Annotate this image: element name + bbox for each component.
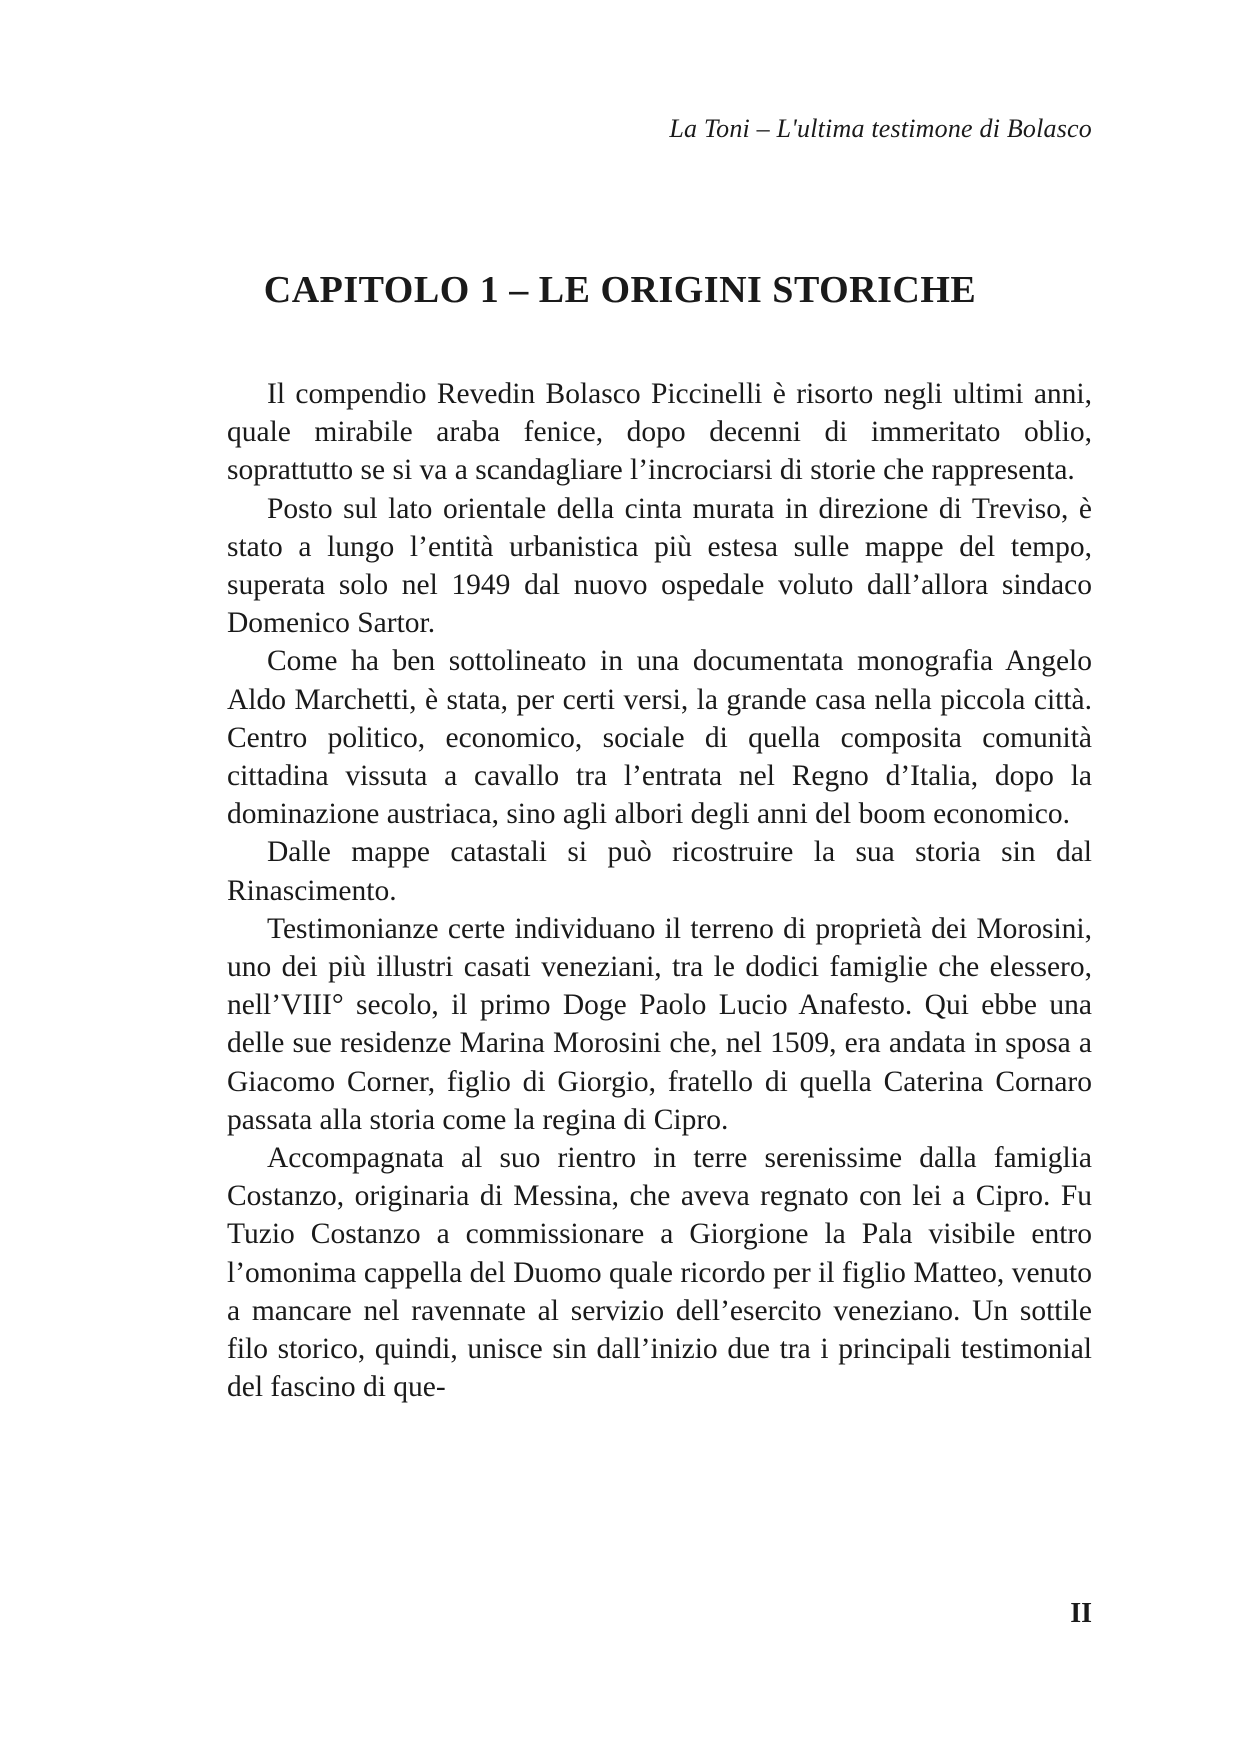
paragraph-4: Dalle mappe catastali si può ricostruire la sua storia sin dal Rinascimento. [227, 836, 1092, 907]
body-text [227, 375, 1092, 1406]
paragraph-5: Testimonianze certe individuano il terreno di proprietà dei Morosini, uno dei più illustri casati veneziani, tra le dodici famiglie che elessero, nell’VIII° secolo, il primo Doge Paolo Lucio Anafesto. Qui ebbe una delle sue residenze Marina Morosini che, nel 1509, era andata in sposa a Giacomo Corner, figlio di Giorgio, fratello di quella Caterina Cornaro passata alla storia come la regina di Cipro. [227, 912, 1092, 1136]
paragraph-6: Accompagnata al suo rientro in terre serenissime dalla famiglia Costanzo, originaria di Messina, che aveva regnato con lei a Cipro. Fu Tuzio Costanzo a commissionare a Giorgione la Pala visibile entro l’omonima cappella del Duomo quale ricordo per il figlio Matteo, venuto a mancare nel ravennate al servizio dell’esercito veneziano. Un sottile filo storico, quindi, unisce sin dall’inizio due tra i principali testimonial del fascino di que- [227, 1142, 1092, 1404]
paragraph-1: Il compendio Revedin Bolasco Piccinelli è risorto negli ultimi anni, quale mirabile araba fenice, dopo decenni di immeritato oblio, soprattutto se si va a scandagliare l’incrociarsi di storie che rappresenta. [227, 378, 1092, 487]
chapter-title: CAPITOLO 1 – LE ORIGINI STORICHE [263, 269, 977, 311]
page-number: II [1070, 1598, 1092, 1629]
paragraph-2: Posto sul lato orientale della cinta murata in direzione di Treviso, è stato a lungo l’entità urbanistica più estesa sulle mappe del tempo, superata solo nel 1949 dal nuovo ospedale voluto dall’allora sindaco Domenico Sartor. [227, 492, 1092, 640]
running-header: La Toni – L'ultima testimone di Bolasco [669, 114, 1092, 143]
paragraph-3: Come ha ben sottolineato in una documentata monografia Angelo Aldo Marchetti, è stata, per certi versi, la grande casa nella piccola città. Centro politico, economico, sociale di quella composita comunità cittadina vissuta a cavallo tra l’entrata nel Regno d’Italia, dopo la dominazione austriaca, sino agli albori degli anni del boom economico. [227, 645, 1092, 831]
